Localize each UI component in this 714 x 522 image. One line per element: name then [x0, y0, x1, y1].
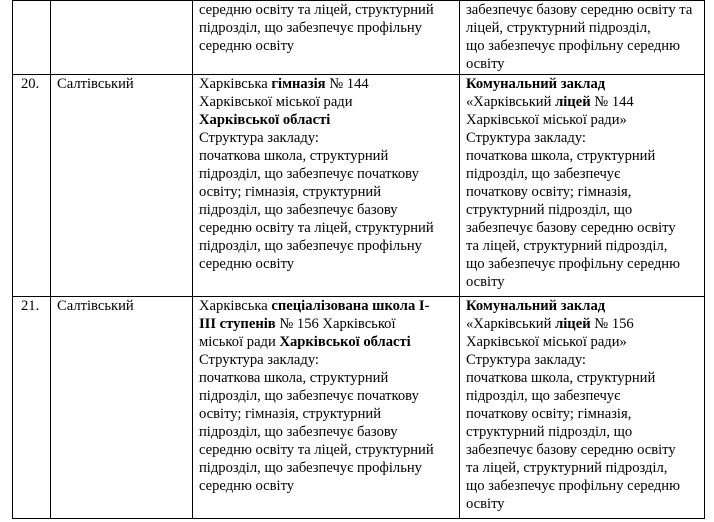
school-type-bold: ліцей — [555, 316, 591, 332]
text-line: що забезпечує профільну середню — [466, 38, 681, 54]
structure-line: початкова школа, структурний — [199, 370, 389, 386]
school-type-bold: ліцей — [555, 94, 591, 110]
school-type-bold: гімназія — [271, 76, 326, 92]
new-name-bold: Комунальний заклад — [466, 76, 606, 92]
text-fragment: № 144 — [325, 76, 369, 92]
district-cell — [51, 75, 193, 297]
structure-line: структурний підрозділ, що — [466, 202, 633, 218]
structure-line: структурний підрозділ, що — [466, 424, 633, 440]
new-name-line — [466, 93, 698, 111]
district-name: Салтівський — [57, 76, 134, 92]
structure-line: Структура закладу: — [199, 352, 319, 368]
region-bold: Харківської області — [199, 112, 331, 128]
structure-line: середню освіту — [199, 256, 295, 272]
structure-line: середню освіту та ліцей, структурний — [199, 442, 434, 458]
text-line: ліцей, структурний підрозділ, — [466, 20, 651, 36]
table-row — [13, 75, 705, 297]
table-row-continued — [13, 1, 705, 75]
district-cell — [51, 297, 193, 519]
school-name-line — [199, 333, 453, 351]
school-name-line — [199, 297, 453, 315]
number-cell — [13, 1, 51, 75]
structure-line: підрозділ, що забезпечує початкову — [199, 166, 419, 182]
text-line: освіту — [466, 56, 505, 72]
new-name-line — [466, 315, 698, 333]
new-name-cell — [460, 297, 705, 519]
structure-line: підрозділ, що забезпечує профільну — [199, 238, 422, 254]
school-type-bold: ІІІ ступенів — [199, 316, 276, 332]
structure-line: підрозділ, що забезпечує початкову — [199, 388, 419, 404]
new-name-cell — [460, 75, 705, 297]
schools-table — [12, 0, 705, 519]
row-number-text: 20. — [21, 76, 40, 92]
structure-line: освіту — [466, 496, 505, 512]
row-number-text: 21. — [21, 298, 40, 314]
row-number — [13, 297, 51, 519]
text-fragment: № 156 Харківської — [275, 316, 396, 332]
text-line: підрозділ, що забезпечує профільну — [199, 20, 422, 36]
table-row — [13, 297, 705, 519]
current-name-cell — [193, 297, 460, 519]
text-line: середню освіту та ліцей, структурний — [199, 2, 434, 18]
school-type-bold: спеціалізована школа І- — [271, 298, 430, 314]
district-name: Салтівський — [57, 298, 134, 314]
region-bold: Харківської області — [279, 334, 411, 350]
structure-line: початкову освіту; гімназія, — [466, 406, 632, 422]
structure-line: початкова школа, структурний — [466, 148, 656, 164]
structure-line: підрозділ, що забезпечує базову — [199, 424, 398, 440]
structure-line: що забезпечує профільну середню — [466, 478, 681, 494]
structure-line: освіту; гімназія, структурний — [199, 406, 382, 422]
structure-line: початкова школа, структурний — [199, 148, 389, 164]
structure-line: та ліцей, структурний підрозділ, — [466, 238, 668, 254]
new-name-line: Харківської міської ради» — [466, 334, 627, 350]
structure-line: початкову освіту; гімназія, — [466, 184, 632, 200]
text-fragment: № 144 — [590, 94, 634, 110]
school-name-line — [199, 75, 453, 93]
new-name-bold: Комунальний заклад — [466, 298, 606, 314]
text-fragment: «Харківський — [466, 316, 556, 332]
structure-line: забезпечує базову середню освіту — [466, 220, 676, 236]
text-fragment: міської ради — [199, 334, 280, 350]
structure-line: та ліцей, структурний підрозділ, — [466, 460, 668, 476]
district-cell — [51, 1, 193, 75]
new-name-line: Харківської міської ради» — [466, 112, 627, 128]
structure-line: середню освіту — [199, 478, 295, 494]
structure-line: середню освіту та ліцей, структурний — [199, 220, 434, 236]
structure-line: Структура закладу: — [466, 352, 586, 368]
structure-line: освіту — [466, 274, 505, 290]
row-number — [13, 75, 51, 297]
text-fragment: № 156 — [590, 316, 634, 332]
new-name-cell — [460, 1, 705, 75]
text-line: середню освіту — [199, 38, 295, 54]
structure-line: початкова школа, структурний — [466, 370, 656, 386]
structure-line: що забезпечує профільну середню — [466, 256, 681, 272]
structure-line: підрозділ, що забезпечує базову — [199, 202, 398, 218]
structure-line: Структура закладу: — [199, 130, 319, 146]
text-fragment: Харківська — [199, 298, 272, 314]
text-line: забезпечує базову середню освіту та — [466, 2, 693, 18]
text-fragment: Харківська — [199, 76, 272, 92]
structure-line: підрозділ, що забезпечує — [466, 166, 621, 182]
structure-line: освіту; гімназія, структурний — [199, 184, 382, 200]
structure-line: підрозділ, що забезпечує — [466, 388, 621, 404]
school-name-line — [199, 315, 453, 333]
text-fragment: «Харківський — [466, 94, 556, 110]
current-name-cell — [193, 1, 460, 75]
school-name-line: Харківської міської ради — [199, 94, 353, 110]
current-name-cell — [193, 75, 460, 297]
structure-line: Структура закладу: — [466, 130, 586, 146]
structure-line: підрозділ, що забезпечує профільну — [199, 460, 422, 476]
structure-line: забезпечує базову середню освіту — [466, 442, 676, 458]
